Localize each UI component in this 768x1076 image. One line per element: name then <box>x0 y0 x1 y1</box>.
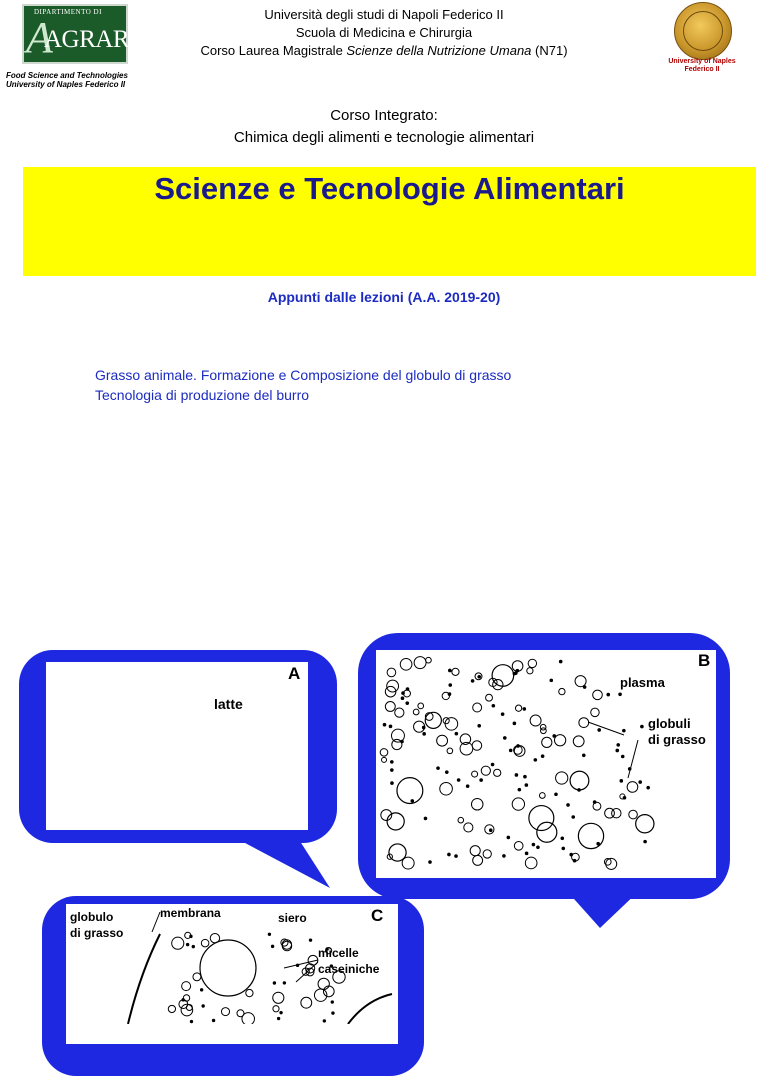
fat-globule-circle <box>382 757 387 762</box>
micelle-dot <box>479 778 483 782</box>
micelle-dot <box>525 783 529 787</box>
micelle-dot <box>471 679 475 683</box>
fat-globule-circle <box>579 718 589 728</box>
panel-b-globuli-line-1: globuli <box>648 716 691 731</box>
panel-c-membrana-label: membrana <box>160 906 221 920</box>
micelle-dot <box>596 842 600 846</box>
fat-globule-circle <box>514 841 523 850</box>
fat-globule-circle <box>591 708 599 716</box>
topic-item-2: Tecnologia di produzione del burro <box>95 387 310 403</box>
fat-globule-circle <box>606 858 617 869</box>
fat-globule-circle <box>542 737 552 747</box>
fat-globule-circle <box>540 724 546 730</box>
micelle-dot <box>503 736 507 740</box>
micelle-dot <box>573 859 577 863</box>
micelle-dot <box>448 669 452 673</box>
header-university: Università degli studi di Napoli Federico II <box>264 7 504 22</box>
micelle-dot <box>406 687 410 691</box>
micelle-dot <box>569 853 573 857</box>
fat-globule-circle <box>515 705 521 711</box>
micelle-dot <box>571 815 575 819</box>
casein-dot <box>273 981 276 984</box>
large-fat-globule-circle <box>570 771 589 790</box>
casein-dot <box>283 981 286 984</box>
fat-globule-circle <box>472 771 478 777</box>
micelle-dot <box>618 692 622 696</box>
panel-a-label: latte <box>214 696 243 712</box>
header-degree-name: Scienze della Nutrizione Umana <box>346 43 532 58</box>
micelle-dot <box>390 760 394 764</box>
casein-micelle-circle <box>273 992 284 1003</box>
casein-micelle-circle <box>183 995 189 1001</box>
fat-globule-circle <box>473 703 482 712</box>
fat-globule-circle <box>539 793 545 799</box>
fat-globule-circle <box>528 659 536 667</box>
micelle-dot <box>428 860 432 864</box>
header-degree-prefix: Corso Laurea Magistrale <box>200 43 347 58</box>
micelle-dot <box>436 766 440 770</box>
seal-caption: University of Naples Federico II <box>668 58 736 73</box>
casein-dot <box>212 1019 215 1022</box>
micelle-dot <box>401 696 405 700</box>
casein-dot <box>271 945 274 948</box>
micelle-dot <box>401 691 405 695</box>
fat-globule-circle <box>413 709 419 715</box>
fat-globule-circle <box>387 680 399 692</box>
globule-membrane-arc <box>128 934 160 1024</box>
casein-micelle-circle <box>318 978 329 989</box>
micelle-dot <box>513 672 517 676</box>
micelle-dot <box>560 836 564 840</box>
casein-micelle-circle <box>182 982 191 991</box>
micelle-dot <box>561 847 565 851</box>
large-fat-globule-circle <box>537 822 557 842</box>
micelle-dot <box>518 788 522 792</box>
casein-dot <box>279 1011 282 1014</box>
micelle-dot <box>549 679 553 683</box>
fat-globule-circle <box>556 772 568 784</box>
fat-globule-circle <box>481 766 490 775</box>
panel-c-micelle-line-1: micelle <box>318 946 359 960</box>
fat-globule-circle <box>380 749 388 757</box>
micelle-dot <box>541 754 545 758</box>
casein-dot <box>192 945 195 948</box>
micelle-dot <box>523 775 527 779</box>
micelle-dot <box>492 704 496 708</box>
fat-globule-circle <box>530 715 541 726</box>
micelle-dot <box>534 758 538 762</box>
micelle-dot <box>638 780 642 784</box>
fat-globule-circle <box>440 782 453 795</box>
micelle-dot <box>489 828 493 832</box>
page-title: Scienze e Tecnologie Alimentari <box>154 171 625 206</box>
fat-globule-circle <box>402 857 414 869</box>
casein-dot <box>277 1017 280 1020</box>
globuli-pointer-line <box>628 740 638 778</box>
fat-globule-circle <box>629 810 638 819</box>
panel-c-globulo-label <box>70 909 123 941</box>
panel-c-micelle-line-2: caseiniche <box>318 962 380 976</box>
casein-micelle-circle <box>210 933 219 942</box>
fat-globule-circle <box>472 741 482 751</box>
micelle-dot <box>466 784 470 788</box>
course-line-2: Chimica degli alimenti e tecnologie alimentari <box>233 129 535 146</box>
casein-micelle-circle <box>172 937 184 949</box>
casein-micelle-circle <box>193 973 201 981</box>
fat-globule-circle <box>473 855 483 865</box>
casein-micelle-circle <box>273 1006 279 1012</box>
fat-globule-circle <box>605 808 615 818</box>
fat-globule-circle <box>471 799 483 811</box>
fat-globule-circle <box>559 688 565 694</box>
casein-dot <box>186 943 189 946</box>
micelle-dot <box>515 773 519 777</box>
milk-globules-diagram <box>376 650 716 878</box>
panel-c-letter: C <box>371 906 384 925</box>
micelle-dot <box>516 744 520 748</box>
panel-c-siero-label: siero <box>278 911 307 925</box>
micelle-dot <box>424 817 428 821</box>
micelle-dot <box>621 755 625 759</box>
large-fat-globule-circle <box>578 823 603 848</box>
panel-b-letter: B <box>698 651 711 670</box>
micelle-dot <box>643 840 647 844</box>
fat-globule-circle <box>452 668 459 675</box>
micelle-dot <box>502 854 506 858</box>
micelle-dot <box>447 853 451 857</box>
fat-globule-circle <box>414 657 426 669</box>
micelle-dot <box>410 799 414 803</box>
micelle-dot <box>616 743 620 747</box>
micelle-dot <box>615 749 619 753</box>
panel-b-plasma-label: plasma <box>620 675 665 690</box>
micelle-dot <box>507 836 511 840</box>
panel-c-micelle-label <box>318 945 379 977</box>
micelle-dot <box>522 707 526 711</box>
micelle-dot <box>552 734 556 738</box>
panel-c-globulo-line-2: di grasso <box>70 926 124 940</box>
micelle-dot <box>477 724 481 728</box>
large-fat-globule-circle <box>397 778 423 804</box>
micelle-dot <box>422 732 426 736</box>
micelle-dot <box>509 749 513 753</box>
fat-globule-circle <box>486 694 493 701</box>
header-school: Scuola di Medicina e Chirurgia <box>295 25 473 40</box>
fat-globule-circle <box>575 676 586 687</box>
fat-globule-circle <box>387 668 396 677</box>
micelle-dot <box>400 740 404 744</box>
casein-micelle-circle <box>221 1008 229 1016</box>
micelle-dot <box>390 781 394 785</box>
panel-a-letter: A <box>288 664 301 683</box>
micelle-dot <box>646 786 650 790</box>
fat-globule-circle <box>483 850 491 858</box>
agraria-logo-small-text: DIPARTIMENTO DI <box>34 8 102 16</box>
micelle-dot <box>457 778 461 782</box>
casein-dot <box>201 1004 204 1007</box>
micelle-dot <box>536 845 540 849</box>
micelle-dot <box>445 770 449 774</box>
micelle-dot <box>559 660 563 664</box>
micelle-dot <box>448 692 452 696</box>
micelle-dot <box>597 728 601 732</box>
fat-globule-circle <box>400 658 412 670</box>
large-fat-globule-circle <box>387 813 404 830</box>
micelle-dot <box>454 854 458 858</box>
casein-micelle-large <box>200 940 256 996</box>
micelle-dot <box>606 693 610 697</box>
large-fat-globule-circle <box>636 815 654 833</box>
micelle-dot <box>525 852 529 856</box>
fat-globule-circle <box>514 746 525 757</box>
casein-dot <box>323 1019 326 1022</box>
panel-b-globuli-line-2: di grasso <box>648 732 706 747</box>
casein-micelle-circle <box>201 939 209 947</box>
panel-a-content <box>46 662 308 830</box>
panel-b-globuli-label <box>648 716 706 748</box>
fat-globule-circle <box>573 736 584 747</box>
micelle-dot <box>566 803 570 807</box>
micelle-dot <box>513 722 517 726</box>
fat-globule-circle <box>525 857 537 869</box>
fat-globule-circle <box>385 702 395 712</box>
fat-globule-circle <box>447 748 453 754</box>
micelle-dot <box>577 788 581 792</box>
micelle-dot <box>582 754 586 758</box>
course-line-1: Corso Integrato: <box>330 107 438 124</box>
casein-micelle-circle <box>246 989 253 996</box>
casein-dot <box>331 1011 334 1014</box>
fat-globule-circle <box>554 735 565 746</box>
micelle-dot <box>640 725 644 729</box>
micelle-dot <box>477 675 481 679</box>
micelle-dot <box>501 712 505 716</box>
casein-dot <box>309 938 312 941</box>
header-degree-suffix: (N71) <box>531 43 568 58</box>
fat-globule-circle <box>512 798 524 810</box>
membrana-pointer-line <box>152 912 160 932</box>
agraria-caption: Food Science and Technologies University of Naples Federico II <box>6 71 128 89</box>
fat-globule-circle <box>437 735 448 746</box>
fat-globule-circle <box>527 668 533 674</box>
casein-micelle-circle <box>301 997 312 1008</box>
micelle-dot <box>455 732 459 736</box>
micelle-dot <box>619 779 623 783</box>
panel-c-globulo-line-1: globulo <box>70 910 114 924</box>
casein-dot <box>331 1000 334 1003</box>
fat-globule-circle <box>395 708 404 717</box>
casein-micelle-circle <box>168 1005 175 1012</box>
topic-item-1: Grasso animale. Formazione e Composizione del globulo di grasso <box>95 367 512 383</box>
micelle-dot <box>383 723 387 727</box>
fat-globule-circle <box>470 846 480 856</box>
fat-globule-circle <box>458 817 464 823</box>
casein-dot <box>189 935 192 938</box>
agraria-logo-name: AGRARIA <box>44 26 155 53</box>
casein-dot <box>268 933 271 936</box>
casein-dot <box>190 1020 193 1023</box>
fat-globule-circle <box>464 823 473 832</box>
globuli-pointer-line <box>588 722 624 735</box>
globule-membrane-arc-right <box>348 994 392 1024</box>
fat-globule-circle <box>494 769 501 776</box>
micelle-dot <box>532 843 536 847</box>
micelle-dot <box>405 701 409 705</box>
micelle-dot <box>448 683 452 687</box>
fat-globule-circle <box>627 782 638 793</box>
micelle-dot <box>390 768 394 772</box>
casein-micelle-circle <box>237 1010 244 1017</box>
casein-dot <box>200 988 203 991</box>
lecture-notes-label: Appunti dalle lezioni (A.A. 2019-20) <box>267 289 501 305</box>
micelle-dot <box>389 725 393 729</box>
micelle-dot <box>554 792 558 796</box>
agraria-logo-letter: A <box>26 13 53 62</box>
micelle-dot <box>491 763 495 767</box>
micelle-dot <box>622 729 626 733</box>
fat-globule-circle <box>593 690 603 700</box>
large-fat-globule-circle <box>529 806 554 831</box>
fat-globule-circle <box>593 802 601 810</box>
fat-globule-circle <box>418 703 424 709</box>
